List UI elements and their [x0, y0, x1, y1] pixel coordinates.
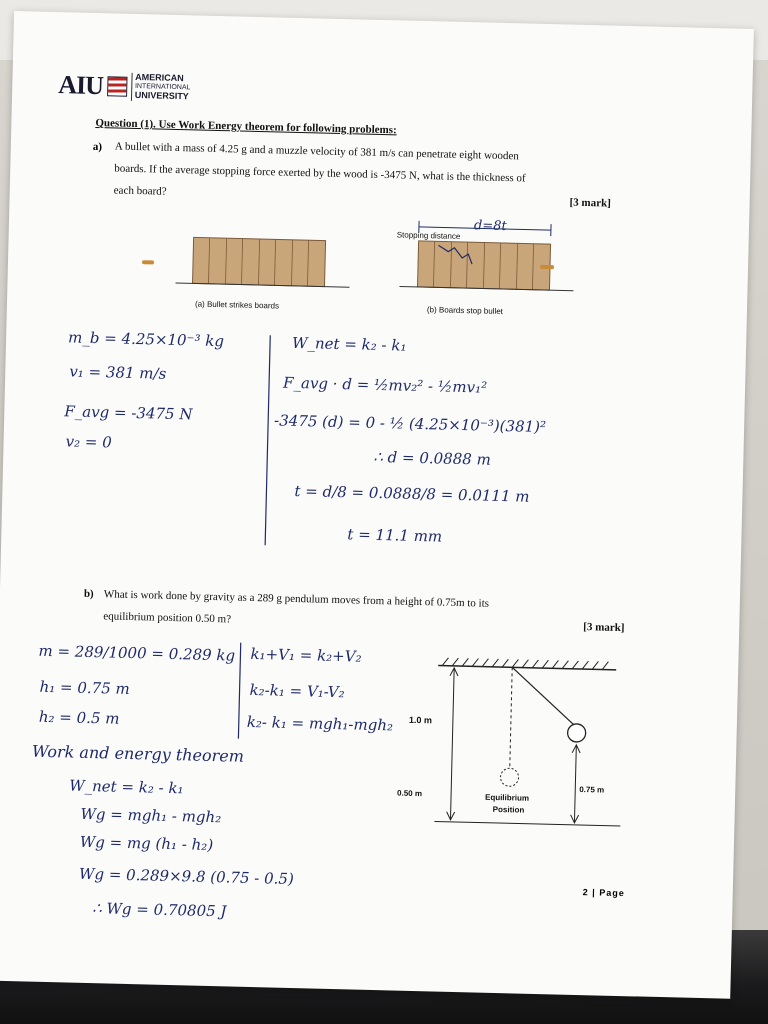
boards-b	[399, 240, 574, 290]
stopped-bullet-icon	[540, 265, 554, 269]
solution-line-1: W_net = k₂ - k₁	[291, 333, 407, 355]
flag-icon	[107, 76, 127, 96]
pendulum-figure	[424, 655, 628, 840]
bullet-icon	[142, 260, 154, 264]
solution-line-5: t = d/8 = 0.0888/8 = 0.0111 m	[294, 481, 530, 506]
stopping-distance-label: Stopping distance	[396, 230, 461, 241]
logo-mark: AIU	[57, 70, 104, 101]
given-v2: v₂ = 0	[65, 432, 112, 452]
caption-a: (a) Bullet strikes boards	[194, 299, 280, 311]
logo-text	[131, 73, 191, 102]
energy-line-2: k₂-k₁ = V₁-V₂	[249, 680, 345, 702]
step-5: ∴ Wg = 0.70805 J	[91, 899, 227, 921]
part-a-label: a)	[92, 140, 103, 154]
label-1m: 1.0 m	[408, 714, 433, 726]
label-075: 0.75 m	[579, 785, 605, 795]
part-b-mark: [3 mark]	[583, 621, 625, 635]
part-b-line-1: What is work done by gravity as a 289 g pendulum moves from a height of 0.75m to its	[103, 588, 490, 610]
caption-b: (b) Boards stop bullet	[426, 305, 504, 316]
pendulum-bob-icon	[567, 724, 585, 742]
part-a-mark: [3 mark]	[569, 196, 611, 210]
question-heading: Question (1). Use Work Energy theorem for following problems:	[95, 116, 397, 137]
given-b-mass: m = 289/1000 = 0.289 kg	[38, 641, 236, 665]
university-logo	[58, 70, 191, 103]
logo-line-1: AMERICAN	[135, 71, 184, 84]
step-4: Wg = 0.289×9.8 (0.75 - 0.5)	[78, 864, 295, 889]
divider-line-a	[263, 335, 272, 545]
part-b-line-2: equilibrium position 0.50 m?	[103, 610, 232, 626]
given-force: F_avg = -3475 N	[64, 402, 193, 424]
solution-line-4: ∴ d = 0.0888 m	[373, 447, 492, 469]
document-page	[0, 11, 754, 999]
given-v1: v₁ = 381 m/s	[69, 362, 167, 383]
given-b-h2: h₂ = 0.5 m	[38, 707, 120, 728]
hw-d-equals-8t: d=8t	[473, 218, 507, 235]
energy-line-3: k₂- k₁ = mgh₁-mgh₂	[246, 712, 394, 735]
energy-line-1: k₁+V₁ = k₂+V₂	[250, 644, 362, 666]
part-a-line-1: A bullet with a mass of 4.25 g and a muzzle velocity of 381 m/s can penetrate eight wooden	[114, 140, 520, 163]
part-b-label: b)	[83, 587, 94, 601]
part-a-line-3: each board?	[113, 184, 167, 198]
equilibrium-bob-icon	[500, 768, 518, 786]
solution-line-2: F_avg · d = ½mv₂² - ½mv₁²	[282, 373, 488, 397]
given-mass: m_b = 4.25×10⁻³ kg	[67, 328, 225, 351]
position-label: Position	[492, 804, 525, 815]
solution-line-3: -3475 (d) = 0 - ½ (4.25×10⁻³)(381)²	[273, 411, 547, 437]
label-050: 0.50 m	[397, 788, 423, 799]
logo-line-3: UNIVERSITY	[134, 89, 189, 102]
page-number: 2 | Page	[582, 887, 625, 899]
logo-line-2: INTERNATIONAL	[134, 82, 191, 92]
boards-a	[176, 237, 351, 287]
theorem-heading: Work and energy theorem	[31, 741, 245, 766]
solution-line-6: t = 11.1 mm	[347, 525, 443, 546]
given-b-h1: h₁ = 0.75 m	[39, 677, 130, 698]
equilibrium-label: Equilibrium	[484, 792, 530, 803]
step-3: Wg = mg (h₁ - h₂)	[79, 832, 214, 855]
divider-line-b	[236, 643, 242, 739]
step-2: Wg = mgh₁ - mgh₂	[80, 804, 222, 827]
part-a-line-2: boards. If the average stopping force exerted by the wood is -3475 N, what is the thickness of	[114, 162, 526, 185]
step-1: W_net = k₂ - k₁	[68, 776, 184, 798]
